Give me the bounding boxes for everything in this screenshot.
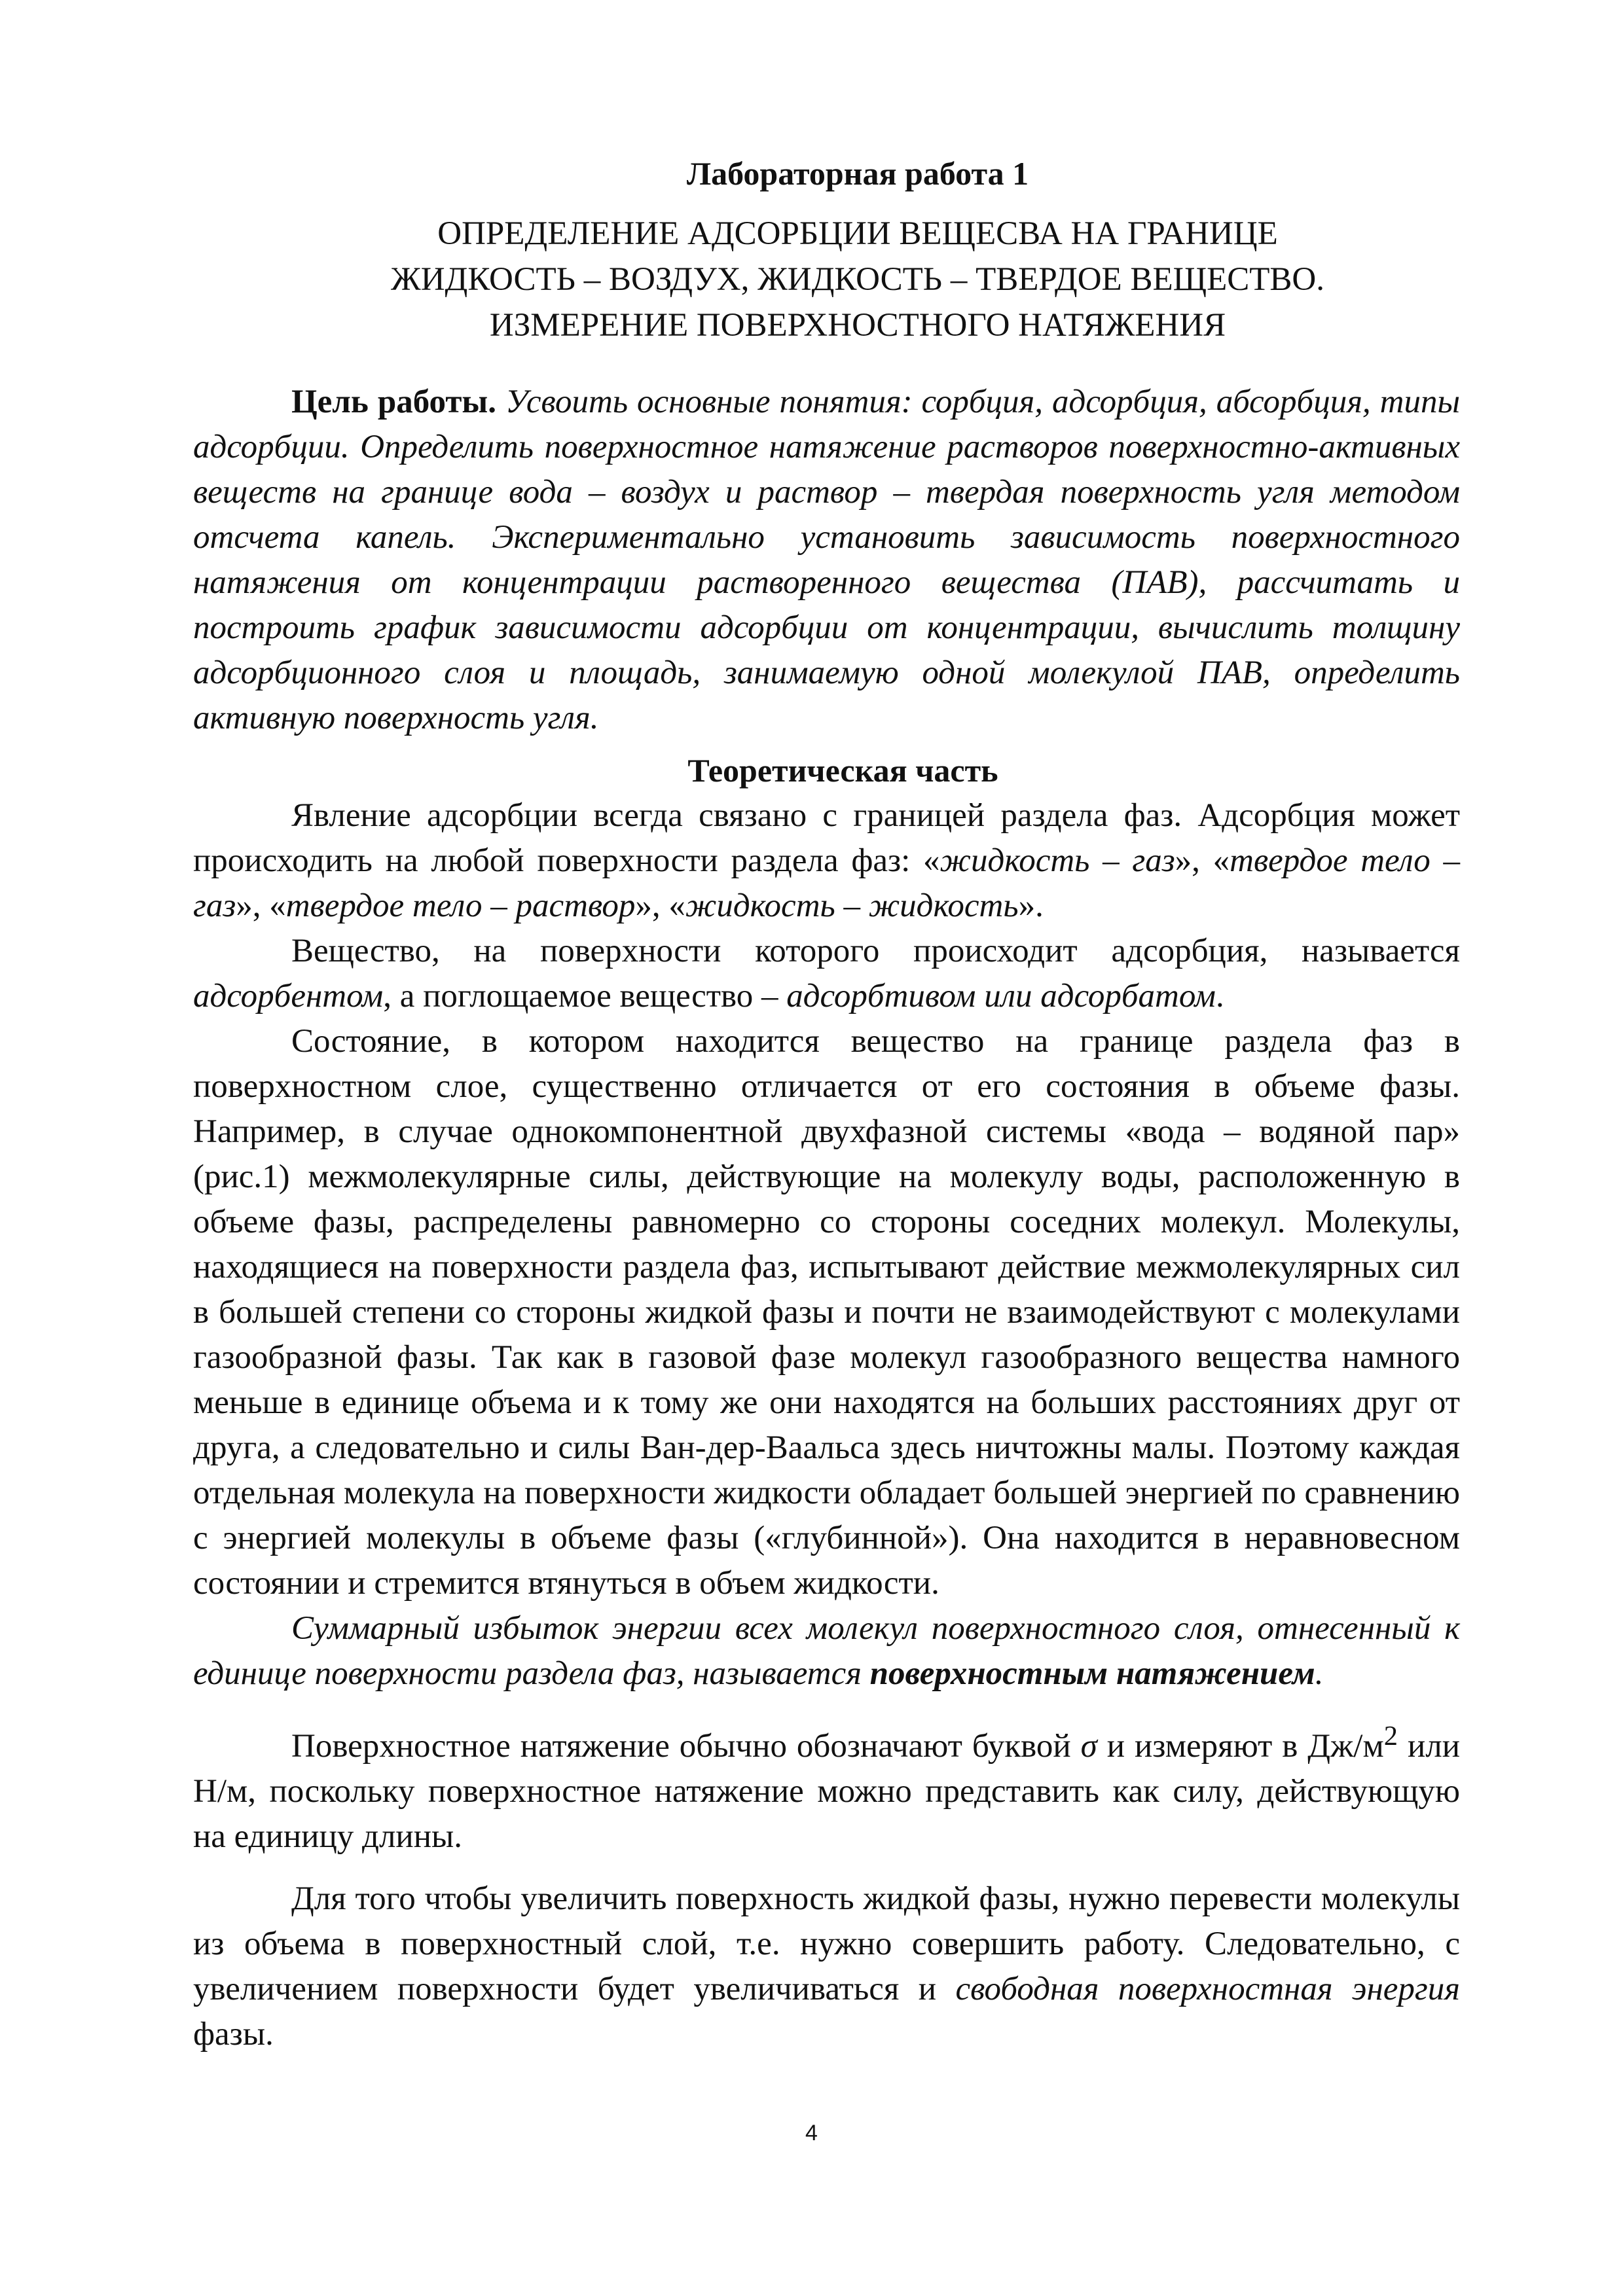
- lab-title: Лабораторная работа 1: [686, 155, 1029, 192]
- p1-italic-4: жидкость – жидкость: [685, 888, 1019, 924]
- sigma-symbol: σ: [1080, 1728, 1097, 1765]
- p6-text-2: фазы.: [193, 2016, 274, 2053]
- p5-superscript: 2: [1383, 1721, 1398, 1751]
- main-title-line-2: ЖИДКОСТЬ – ВОЗДУХ, ЖИДКОСТЬ – ТВЕРДОЕ ВЕЩЕСТВО.: [391, 261, 1324, 298]
- goal-label: Цель работы.: [291, 384, 496, 420]
- p5-text-2: и измеряют в Дж/м: [1097, 1728, 1384, 1765]
- paragraph-6: [193, 1876, 1460, 2057]
- paragraph-3: Состояние, в котором находится вещество на границе раздела фаз в поверхностном слое, существенно отличается от его состояния в объеме фазы. Например, в случае однокомпонентной двухфазной системы «вода – водяной пар» (рис.1) межмолекулярные силы, действующие на молекулу воды, расположенную в объеме фазы, распределены равномерно со стороны соседних молекул. Молекулы, находящиеся на поверхности раздела фаз, испытывают действие межмолекулярных сил в большей степени со стороны жидкой фазы и почти не взаимодействуют с молекулами газообразной фазы. Так как в газовой фазе молекул газообразного вещества намного меньше в единице объема и к тому же они находятся на больших расстояниях друг от друга, а следовательно и силы Ван-дер-Ваальса здесь ничтожны малы. Поэтому каждая отдельная молекула на поверхности жидкости обладает большей энергией по сравнению с энергией молекулы в объеме фазы («глубинной»). Она находится в неравновесном состоянии и стремится втянуться в объем жидкости.: [193, 1023, 1460, 1602]
- section-title: Теоретическая часть: [687, 752, 998, 789]
- paragraph-2: [193, 929, 1460, 1019]
- goal-text: Усвоить основные понятия: сорбция, адсорбция, абсорбция, типы адсорбции. Определить поверхностное натяжение растворов поверхностно-активных веществ на границе вода – воздух и раствор – твердая поверхность угля методом отсчета капель. Экспериментально установить зависимость поверхностного натяжения от концентрации растворенного вещества (ПАВ), рассчитать и построить график зависимости адсорбции от концентрации, вычислить толщину адсорбционного слоя и площадь, занимаемую одной молекулой ПАВ, определить активную поверхность угля.: [193, 384, 1460, 736]
- goal-paragraph: [193, 380, 1460, 741]
- p1-text-3: », «: [236, 888, 286, 924]
- p6-text-1: Для того чтобы увеличить поверхность жидкой фазы, нужно перевести молекулы из объема в поверхностный слой, т.е. нужно совершить работу. Следовательно, с увеличением поверхности будет увеличиваться и: [193, 1880, 1460, 2007]
- p1-text-2: », «: [1175, 842, 1230, 879]
- p4-italic-2: .: [1315, 1655, 1324, 1692]
- paragraph-4: [193, 1606, 1460, 1696]
- p2-italic-1: адсорбентом: [193, 978, 384, 1014]
- p1-text-4: », «: [635, 888, 685, 924]
- p5-text-3: или Н/м, поскольку поверхностное натяжение можно представить как силу, действующую на единицу длины.: [193, 1728, 1460, 1855]
- p2-text-2: , а поглощаемое вещество –: [383, 978, 787, 1014]
- p4-italic-1: Суммарный избыток энергии всех молекул поверхностного слоя, отнесенный к единице поверхности раздела фаз, называется: [193, 1610, 1460, 1692]
- p2-text-3: .: [1215, 978, 1224, 1014]
- page-number: 4: [805, 2121, 818, 2145]
- paragraph-1: [193, 793, 1460, 929]
- p2-italic-2: адсорбтивом или адсорбатом: [786, 978, 1216, 1014]
- p5-text-1: Поверхностное натяжение обычно обозначают буквой: [291, 1728, 1081, 1765]
- p1-text-1: Явление адсорбции всегда связано с границей раздела фаз. Адсорбция может происходить на любой поверхности раздела фаз: «: [193, 797, 1460, 879]
- p1-italic-1: жидкость – газ: [939, 842, 1175, 879]
- main-title-line-3: ИЗМЕРЕНИЕ ПОВЕРХНОСТНОГО НАТЯЖЕНИЯ: [489, 307, 1226, 344]
- p2-text-1: Вещество, на поверхности которого происходит адсорбция, называется: [291, 933, 1460, 969]
- p1-italic-2: твердое тело – газ: [193, 842, 1461, 924]
- p6-italic-1: свободная поверхностная энергия: [955, 1971, 1460, 2007]
- p1-text-5: ».: [1018, 888, 1044, 924]
- main-title: [193, 211, 1460, 348]
- main-title-line-1: ОПРЕДЕЛЕНИЕ АДСОРБЦИИ ВЕЩЕСВА НА ГРАНИЦЕ: [437, 215, 1278, 252]
- paragraph-5: [193, 1713, 1460, 1859]
- p4-bold-italic: поверхностным натяжением: [869, 1655, 1315, 1692]
- page-content: [193, 151, 1460, 2057]
- p1-italic-3: твердое тело – раствор: [285, 888, 636, 924]
